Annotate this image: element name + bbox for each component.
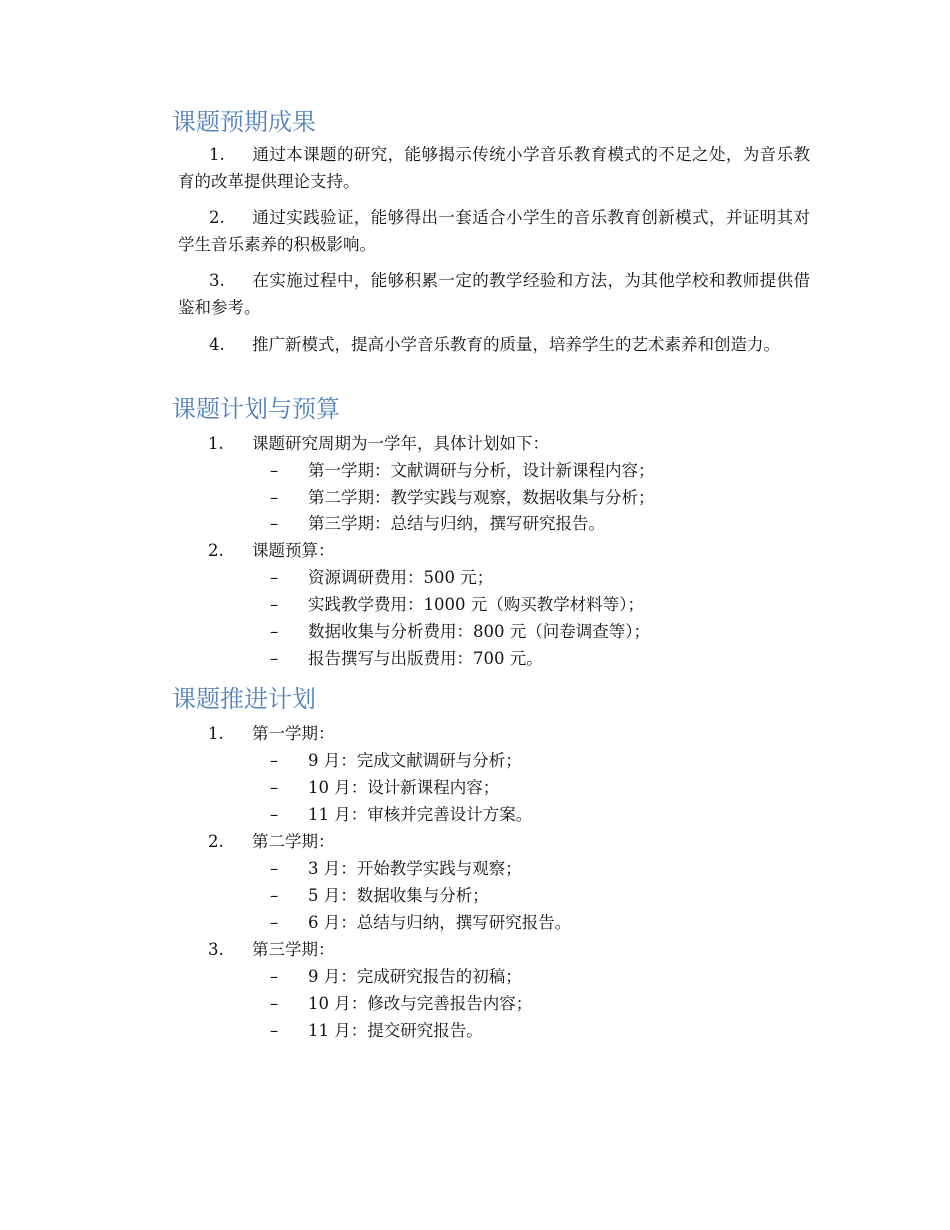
dash-bullet: – <box>270 1021 279 1040</box>
sub-item-text: 6 月：总结与归纳，撰写研究报告。 <box>308 913 572 932</box>
list-item-text: 第三学期： <box>252 940 335 959</box>
section-heading-schedule: 课题推进计划 <box>172 685 316 713</box>
paragraph-text: 在实施过程中，能够积累一定的教学经验和方法，为其他学校和教师提供借鉴和参考。 <box>178 271 810 317</box>
dash-bullet: – <box>270 913 279 932</box>
list-number: 2. <box>208 541 224 560</box>
dash-bullet: – <box>270 994 279 1013</box>
outcome-paragraph-1 <box>178 141 810 195</box>
sub-item-text: 11 月：审核并完善设计方案。 <box>308 805 533 824</box>
dash-bullet: – <box>270 649 279 668</box>
list-item-text: 第二学期： <box>252 832 335 851</box>
sub-item-text: 10 月：修改与完善报告内容； <box>308 994 533 1013</box>
sub-item-text: 9 月：完成文献调研与分析； <box>308 751 522 770</box>
list-number: 1. <box>208 434 224 453</box>
list-item-text: 课题研究周期为一学年，具体计划如下： <box>252 434 549 453</box>
dash-bullet: – <box>270 622 279 641</box>
dash-bullet: – <box>270 751 279 770</box>
list-number: 2. <box>209 208 225 227</box>
dash-bullet: – <box>270 886 279 905</box>
list-number: 3. <box>208 940 224 959</box>
dash-bullet: – <box>270 778 279 797</box>
dash-bullet: – <box>270 967 279 986</box>
sub-item-text: 第二学期：教学实践与观察，数据收集与分析； <box>308 488 655 507</box>
dash-bullet: – <box>270 595 279 614</box>
list-item-text: 第一学期： <box>252 724 335 743</box>
paragraph-text: 通过本课题的研究，能够揭示传统小学音乐教育模式的不足之处，为音乐教育的改革提供理论支持。 <box>178 145 810 191</box>
dash-bullet: – <box>270 568 279 587</box>
sub-item-text: 9 月：完成研究报告的初稿； <box>308 967 522 986</box>
sub-item-text: 11 月：提交研究报告。 <box>308 1021 483 1040</box>
sub-item-text: 10 月：设计新课程内容； <box>308 778 500 797</box>
outcome-paragraph-4 <box>178 331 810 358</box>
dash-bullet: – <box>270 461 279 480</box>
dash-bullet: – <box>270 514 279 533</box>
section-heading-plan: 课题计划与预算 <box>172 395 340 423</box>
paragraph-text: 推广新模式，提高小学音乐教育的质量，培养学生的艺术素养和创造力。 <box>252 335 780 354</box>
sub-item-text: 第一学期：文献调研与分析，设计新课程内容； <box>308 461 655 480</box>
sub-item-text: 报告撰写与出版费用：700 元。 <box>308 649 543 668</box>
list-item-text: 课题预算： <box>252 541 335 560</box>
sub-item-text: 数据收集与分析费用：800 元（问卷调查等）； <box>308 622 650 641</box>
list-number: 1. <box>209 145 225 164</box>
list-number: 4. <box>209 335 225 354</box>
list-number: 1. <box>208 724 224 743</box>
sub-item-text: 5 月：数据收集与分析； <box>308 886 489 905</box>
sub-item-text: 实践教学费用：1000 元（购买教学材料等）； <box>308 595 644 614</box>
list-number: 2. <box>208 832 224 851</box>
sub-item-text: 3 月：开始教学实践与观察； <box>308 859 522 878</box>
list-number: 3. <box>209 271 225 290</box>
outcome-paragraph-3 <box>178 267 810 321</box>
outcome-paragraph-2 <box>178 204 810 258</box>
dash-bullet: – <box>270 859 279 878</box>
sub-item-text: 第三学期：总结与归纳，撰写研究报告。 <box>308 514 605 533</box>
paragraph-text: 通过实践验证，能够得出一套适合小学生的音乐教育创新模式，并证明其对学生音乐素养的积极影响。 <box>178 208 810 254</box>
sub-item-text: 资源调研费用：500 元； <box>308 568 494 587</box>
section-heading-outcomes: 课题预期成果 <box>172 108 316 136</box>
dash-bullet: – <box>270 488 279 507</box>
dash-bullet: – <box>270 805 279 824</box>
